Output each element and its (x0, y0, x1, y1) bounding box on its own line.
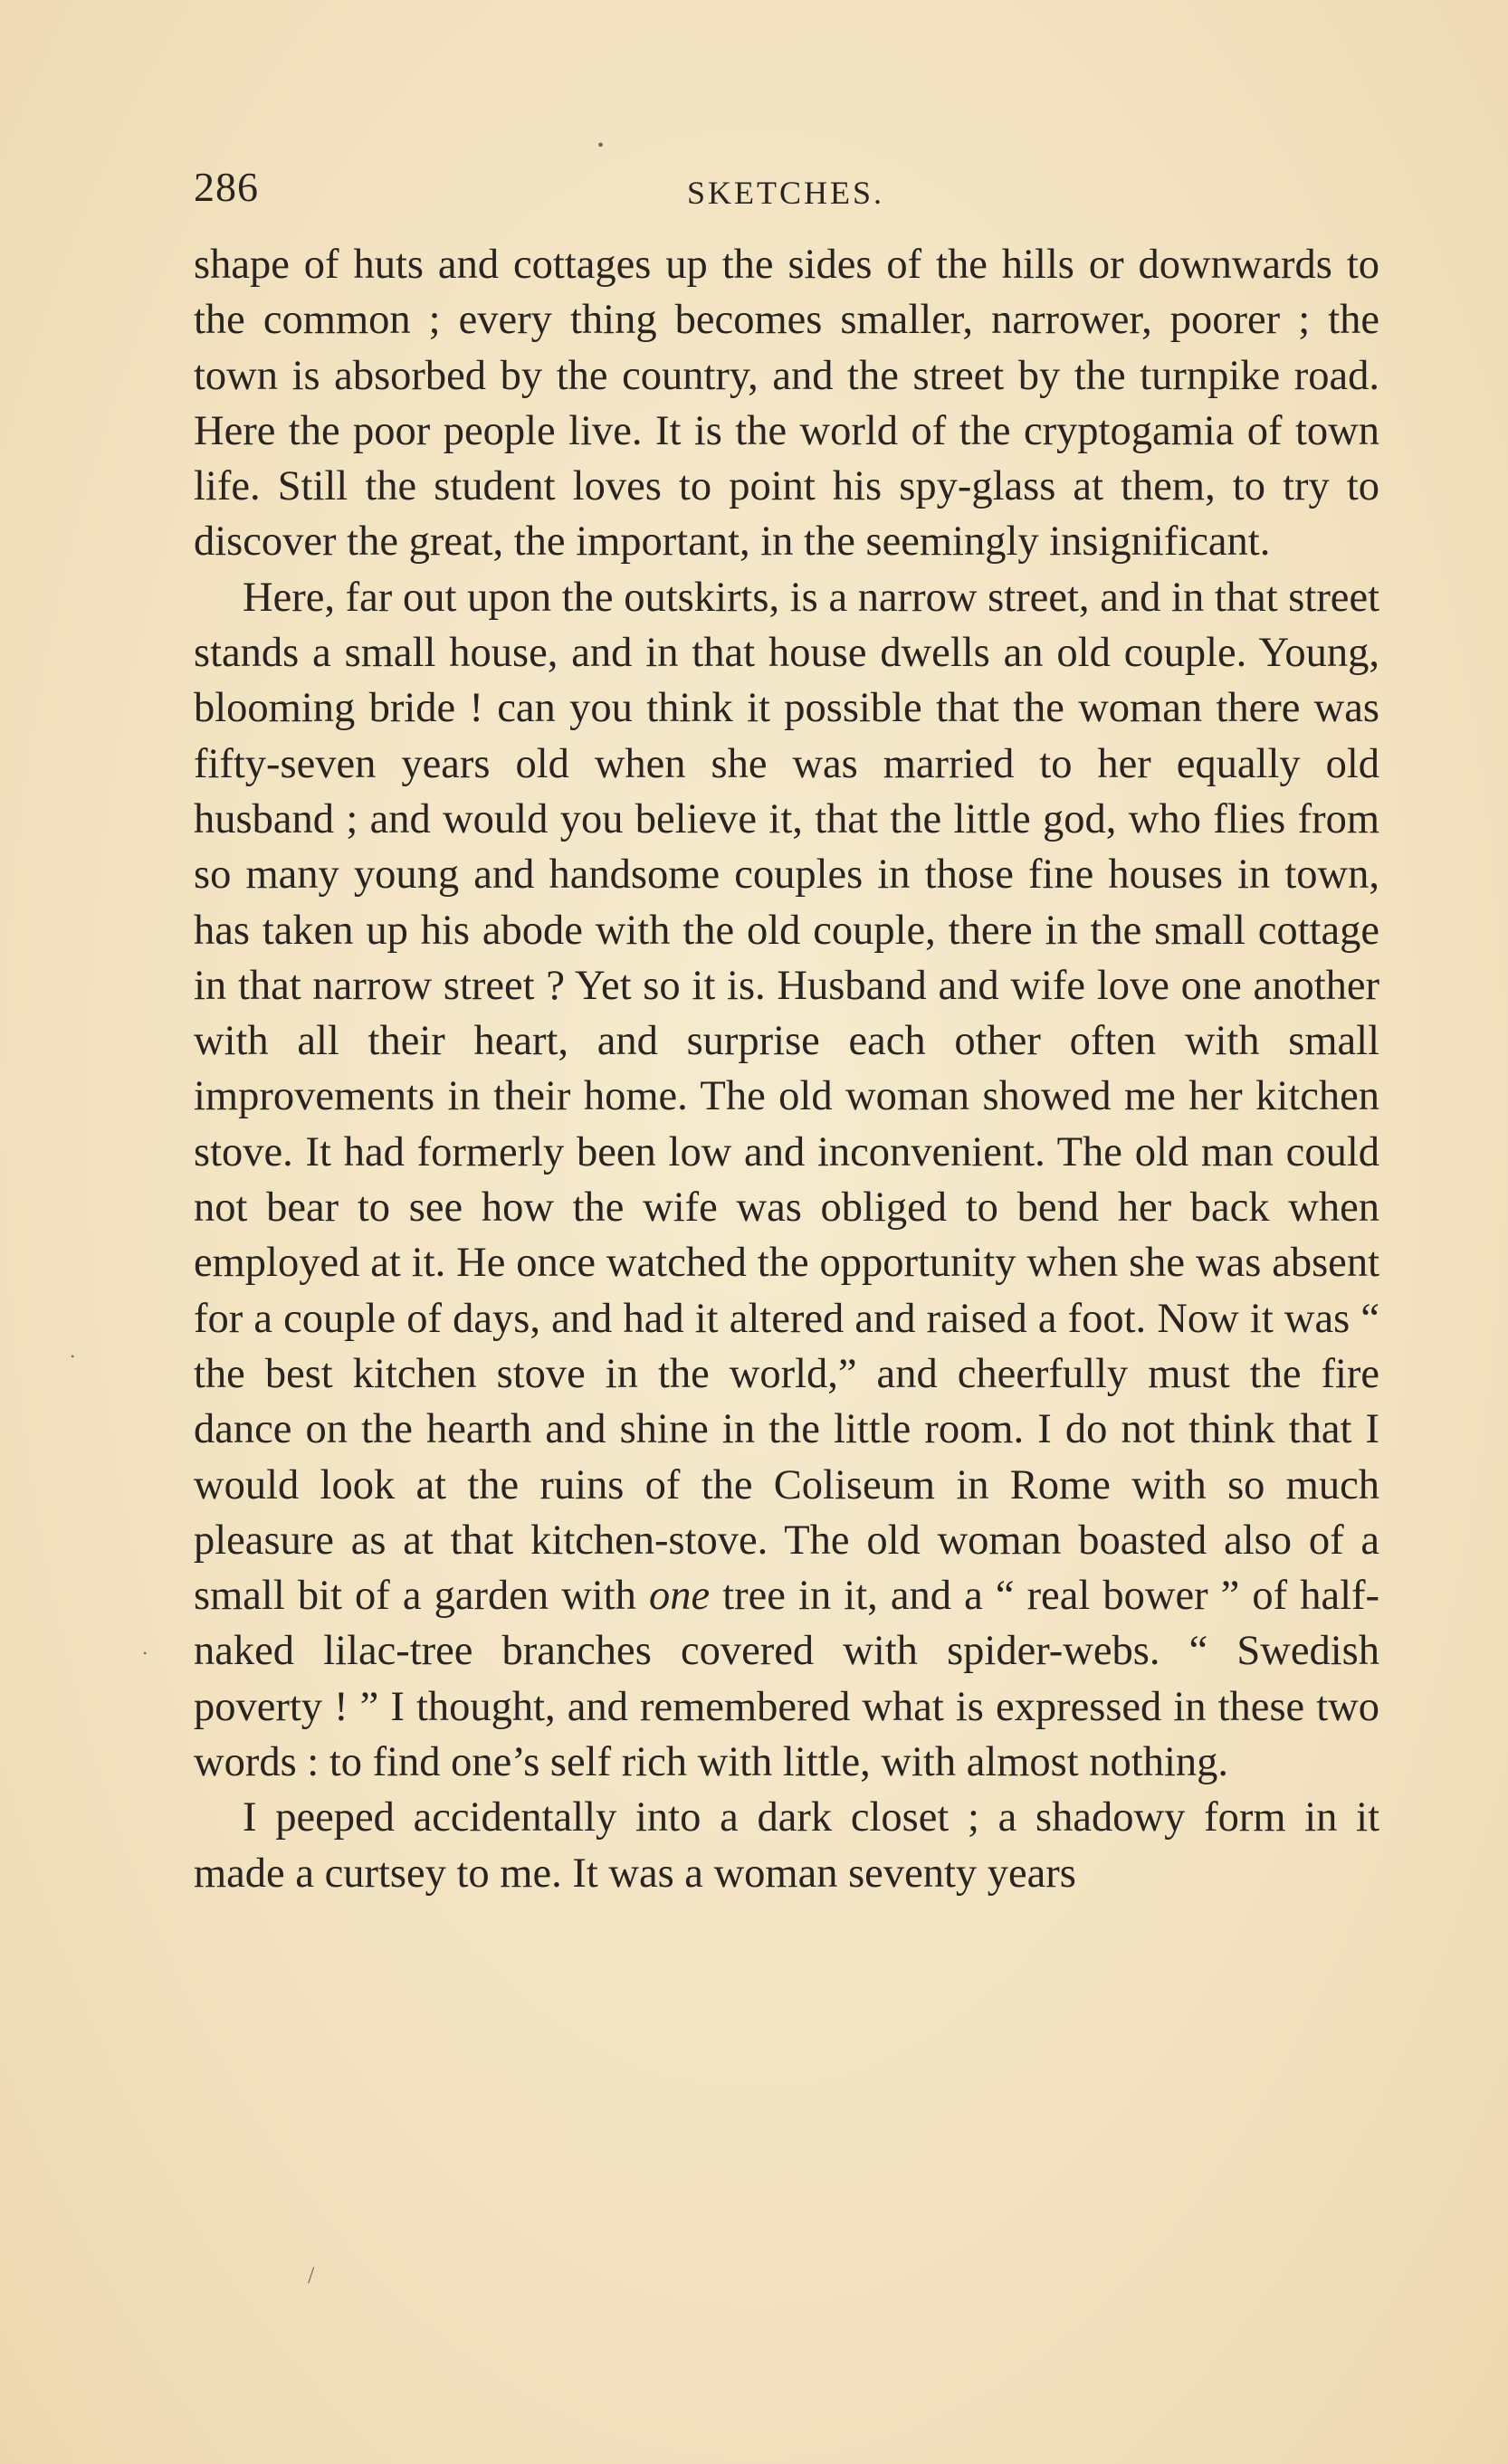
body-text (194, 237, 1379, 1901)
book-page (194, 154, 1379, 1901)
stray-tick-bottom: / (308, 2262, 315, 2288)
stray-dot-left: • (71, 1350, 75, 1363)
running-head: SKETCHES. (687, 175, 885, 211)
paragraph-old-couple (194, 570, 1379, 1791)
italic-one: one (649, 1573, 711, 1620)
paragraph-dark-closet: I peeped accidentally into a dark closet ; a shadowy form in it made a curtsey to me. It was a woman seventy years (194, 1794, 1379, 1897)
paragraph-old-couple-text: Here, far out upon the outskirts, is a narrow street, and in that street stands a small house, and in that house dwells an old couple. Young, blooming bride ! can you think it possible that the woman there was fifty-seven years old when she was married to her equally old husband ; and would you believe it, that the little god, who flies from so many young and handsome couples in those fine houses in town, has taken up his abode with the old couple, there in the small cottage in that narrow street ? Yet so it is. Husband and wife love one another with all their heart, and surprise each other often with small improvements in their home. The old woman showed me her kitchen stove. It had formerly been low and inconvenient. The old man could not bear to see how the wife was obliged to bend her back when employed at it. He once watched the opportunity when she was absent for a couple of days, and had it altered and raised a foot. Now it was “ the best kitchen stove in the world,” and cheerfully must the fire dance on the hearth and shine in the little room. I do not think that I would look at the ruins of the Coliseum in Rome with so much pleasure as at that kitchen-stove. The old woman boasted also of a small bit of a garden with (194, 574, 1379, 1620)
page-number: 286 (194, 164, 259, 210)
stray-dot-left-lower: • (143, 1647, 148, 1660)
stray-dot-top: • (597, 136, 605, 156)
paragraph-continued: shape of huts and cottages up the sides of the hills or downwards to the common ; every thing becomes smaller, narrower, poorer ; the town is absorbed by the country, and the street by the turnpike road. Here the poor people live. It is the world of the cryptogamia of town life. Still the student loves to point his spy-glass at them, to try to discover the great, the important, in the seemingly insignificant. (194, 242, 1379, 566)
page-header (194, 154, 1379, 235)
paragraph-old-couple-tail: tree in it, and a “ real bower ” of half-naked lilac-tree branches covered with spider-webs. “ Swedish poverty ! ” I thought, and remembered what is expressed in these two words : to find one’s self rich with little, with almost nothing. (194, 1573, 1380, 1786)
